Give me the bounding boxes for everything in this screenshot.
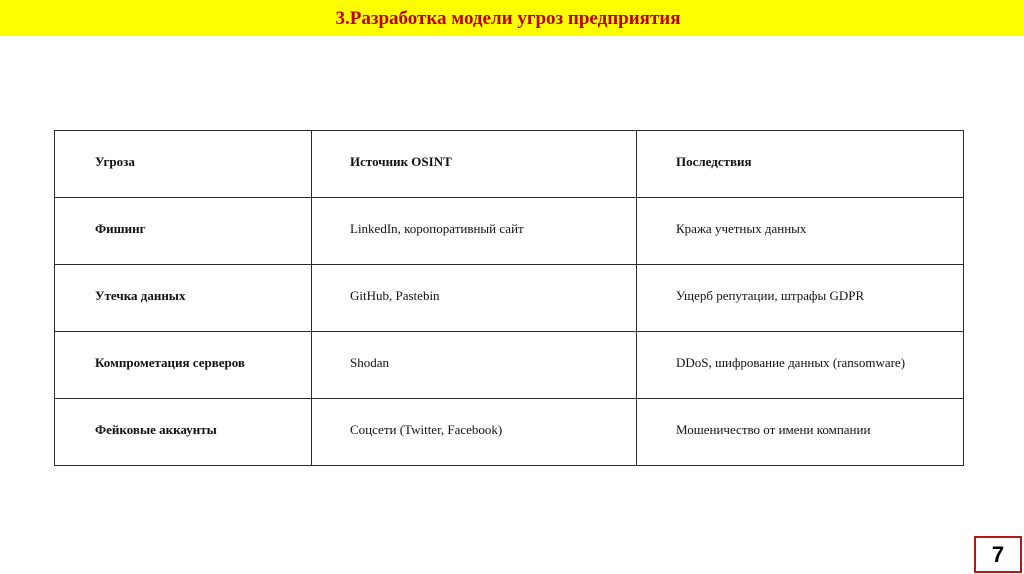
slide-title: 3.Разработка модели угроз предприятия <box>335 8 681 29</box>
cell-threat: Фишинг <box>55 198 312 265</box>
page-number-box <box>974 536 1022 573</box>
header-osint-source: Источник OSINT <box>312 131 637 198</box>
cell-osint-source: Соцсети (Twitter, Facebook) <box>312 399 637 466</box>
cell-consequences: DDoS, шифрование данных (ransomware) <box>637 332 964 399</box>
cell-consequences: Кража учетных данных <box>637 198 964 265</box>
header-consequences: Последствия <box>637 131 964 198</box>
cell-osint-source: Shodan <box>312 332 637 399</box>
cell-threat: Утечка данных <box>55 265 312 332</box>
threat-model-table <box>54 130 964 466</box>
cell-osint-source: LinkedIn, коропоративный сайт <box>312 198 637 265</box>
header-threat: Угроза <box>55 131 312 198</box>
cell-osint-source: GitHub, Pastebin <box>312 265 637 332</box>
table-row <box>55 399 964 466</box>
table-row <box>55 198 964 265</box>
table-row <box>55 332 964 399</box>
table-row <box>55 265 964 332</box>
page-number: 7 <box>991 541 1005 567</box>
cell-threat: Компрометация серверов <box>55 332 312 399</box>
table-header-row <box>55 131 964 198</box>
cell-consequences: Ущерб репутации, штрафы GDPR <box>637 265 964 332</box>
cell-threat: Фейковые аккаунты <box>55 399 312 466</box>
cell-consequences: Мошеничество от имени компании <box>637 399 964 466</box>
title-bar <box>0 0 1024 36</box>
